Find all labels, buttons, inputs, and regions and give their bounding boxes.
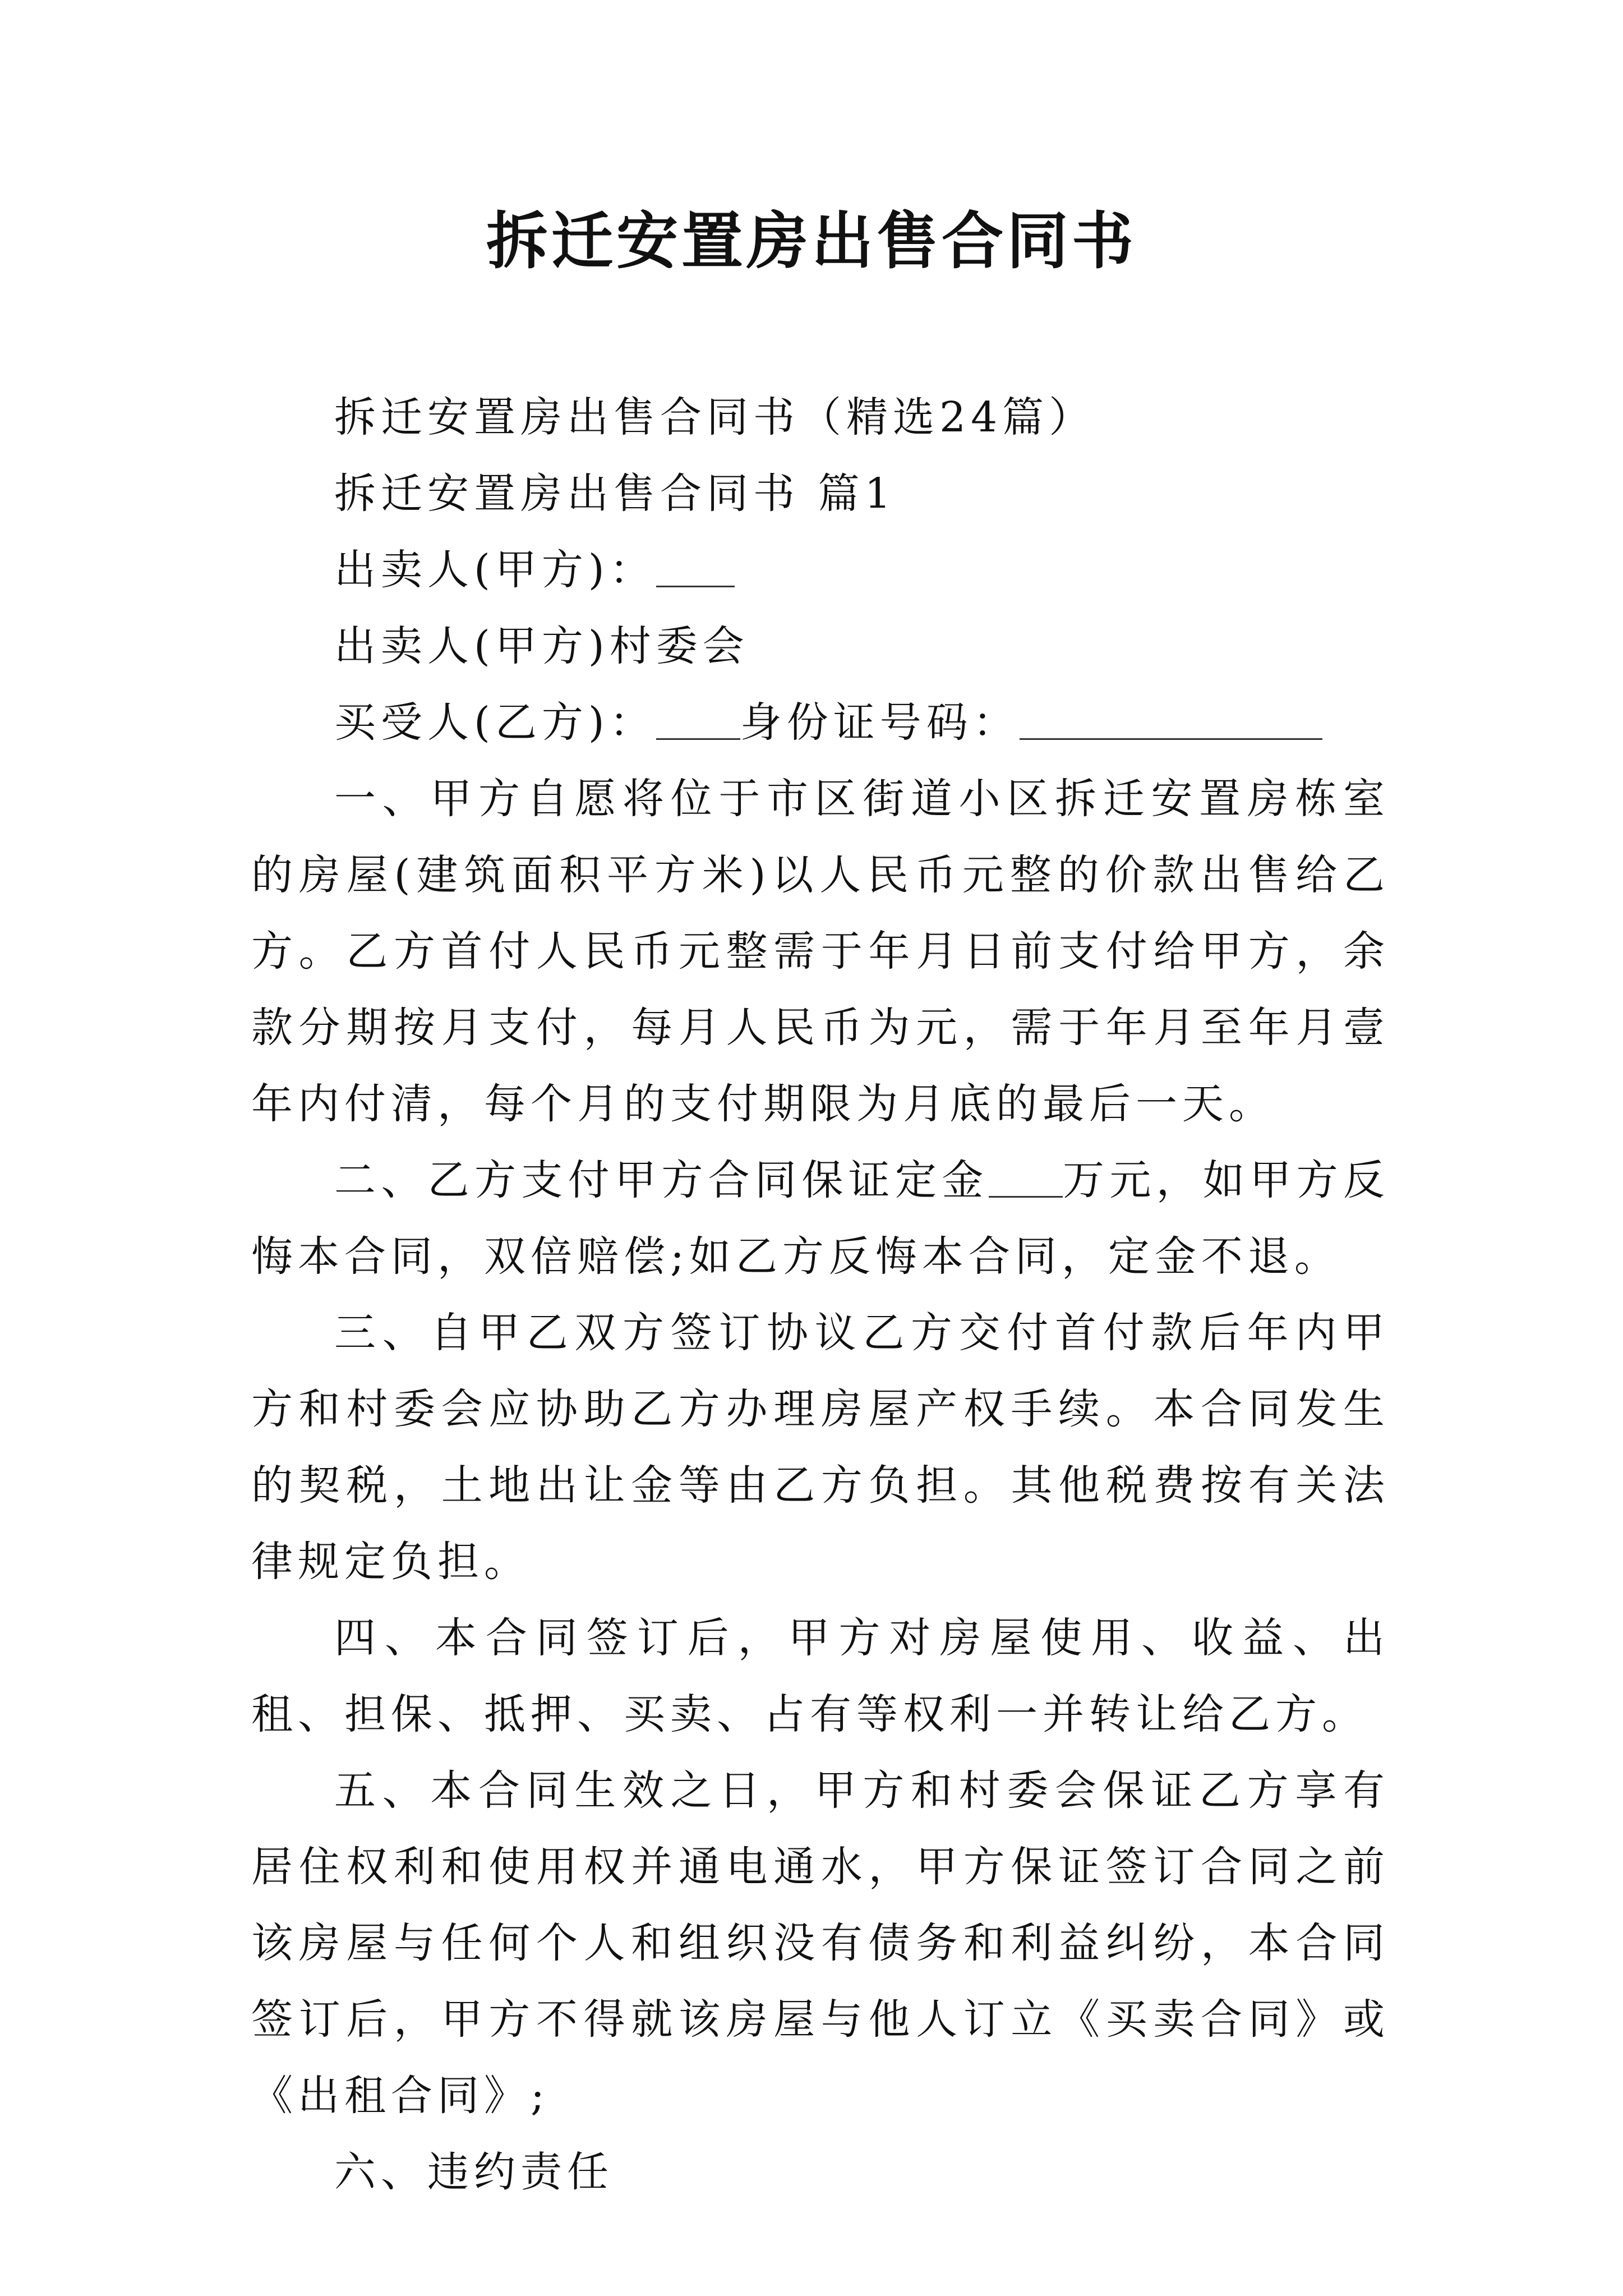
clause-6: 六、违约责任 — [334, 2148, 614, 2196]
clause-2-prefix: 二、乙方支付甲方合同保证定金 — [334, 1156, 989, 1204]
buyer-name-blank — [656, 699, 740, 740]
buyer-label: 买受人(乙方)： — [334, 698, 656, 747]
clause-5: 五、本合同生效之日，甲方和村委会保证乙方享有居住权利和使用权并通电通水，甲方保证签订合同之前该房屋与任何个人和组织没有债务和利益纠纷，本合同签订后，甲方不得就该房屋与他人订立《买卖合同》或《出租合同》; — [251, 1766, 1390, 2120]
document-body — [251, 379, 1390, 2210]
clause-3: 三、自甲乙双方签订协议乙方交付首付款后年内甲方和村委会应协助乙方办理房屋产权手续。本合同发生的契税，土地出让金等由乙方负担。其他税费按有关法律规定负担。 — [251, 1309, 1390, 1586]
id-label: 身份证号码： — [740, 698, 1020, 747]
buyer-line — [251, 684, 1390, 761]
seller-line — [251, 532, 1390, 608]
collection-heading: 拆迁安置房出售合同书（精选24篇） — [334, 393, 1096, 441]
id-number-blank — [1020, 699, 1322, 740]
seller-label: 出卖人(甲方)： — [334, 546, 656, 594]
document-title: 拆迁安置房出售合同书 — [486, 205, 1137, 277]
seller-committee-line: 出卖人(甲方)村委会 — [334, 622, 749, 670]
clause-1: 一、甲方自愿将位于市区街道小区拆迁安置房栋室的房屋(建筑面积平方米)以人民币元整的价款出售给乙方。乙方首付人民币元整需于年月日前支付给甲方，余款分期按月支付，每月人民币为元，需于年月至年月壹年内付清，每个月的支付期限为月底的最后一天。 — [251, 775, 1390, 1128]
clause-2 — [251, 1142, 1390, 1295]
clause-4: 四、本合同签订后，甲方对房屋使用、收益、出租、担保、抵押、买卖、占有等权利一并转让给乙方。 — [251, 1614, 1390, 1738]
deposit-amount-blank — [989, 1157, 1063, 1198]
part-heading: 拆迁安置房出售合同书 篇1 — [334, 470, 896, 518]
seller-name-blank — [656, 546, 735, 587]
clause-2-suffix: 万元，如甲方反悔本合同，双倍赔偿;如乙方反悔本合同，定金不退。 — [251, 1156, 1390, 1281]
